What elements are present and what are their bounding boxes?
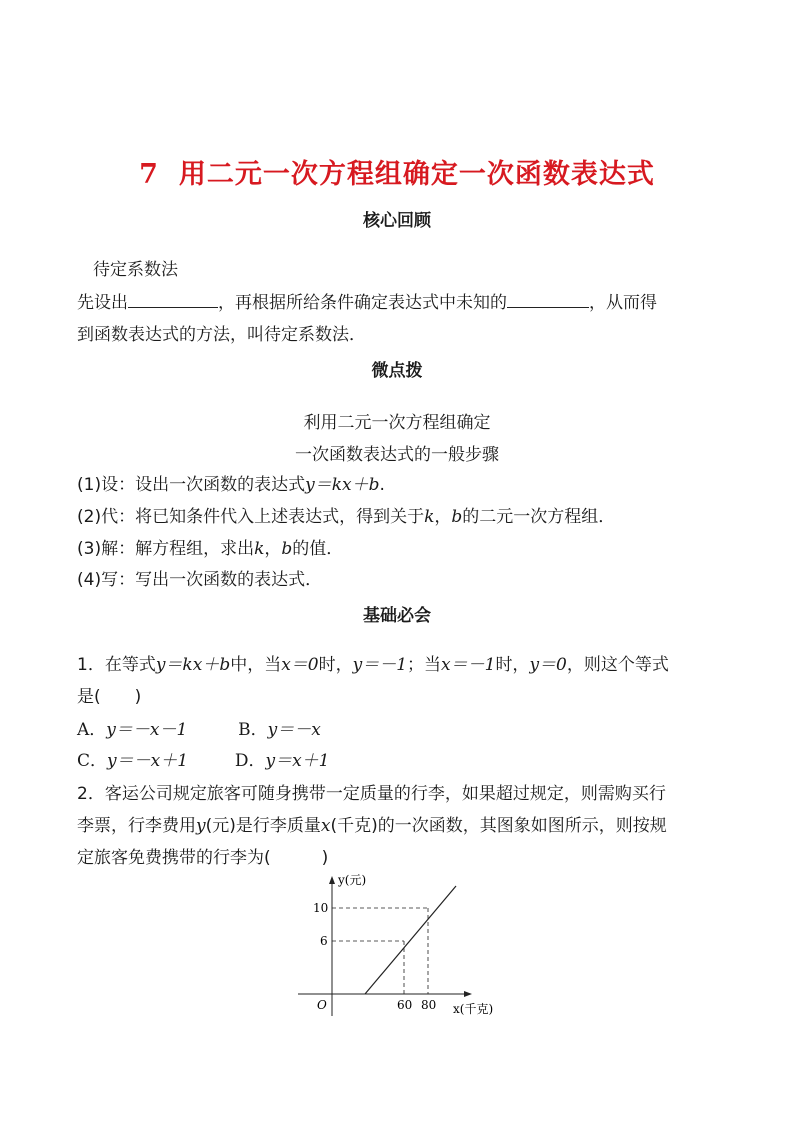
y-tick-10: 10 (313, 901, 329, 915)
x-axis-label: x(千克) (453, 1002, 494, 1016)
y-axis-label: y(元) (338, 873, 367, 887)
title-number: 7 (139, 159, 159, 190)
function-line (365, 886, 456, 994)
option-d[interactable]: D．y＝x＋1 (234, 751, 330, 771)
function-graph (290, 868, 510, 1023)
step-2: (2)代：将已知条件代入上述表达式，得到关于k，b的二元一次方程组． (77, 507, 616, 527)
step-1-formula: y＝kx＋b (305, 475, 380, 495)
option-c[interactable]: C．y＝－x＋1 (77, 751, 189, 771)
y-axis-arrow-icon (329, 876, 335, 884)
section-heading-tips: 微点拨 (371, 361, 423, 381)
y-tick-6: 6 (320, 934, 328, 948)
step-4: (4)写：写出一次函数的表达式． (77, 570, 323, 590)
section-heading-basic: 基础必会 (363, 606, 431, 626)
step-3: (3)解：解方程组，求出k，b的值． (77, 539, 344, 559)
review-term: 待定系数法 (93, 260, 178, 280)
step-1: (1)设：设出一次函数的表达式y＝kx＋b. (77, 475, 385, 495)
question-1-stem: 1．在等式y＝kx＋b中，当x＝0时，y＝－1；当x＝－1时，y＝0，则这个等式 (77, 655, 669, 675)
question-2-line-1: 2．客运公司规定旅客可随身携带一定质量的行李，如果超过规定，则需购买行 (77, 784, 666, 804)
fill-blank-2[interactable] (507, 291, 589, 308)
review-line-2: 到函数表达式的方法，叫待定系数法． (77, 325, 366, 345)
section-heading-review: 核心回顾 (363, 211, 431, 231)
x-axis-arrow-icon (464, 991, 472, 997)
option-a[interactable]: A．y＝－x－1 (77, 720, 188, 740)
x-tick-80: 80 (421, 998, 437, 1012)
steps-title-2: 一次函数表达式的一般步骤 (295, 445, 499, 465)
option-b[interactable]: B．y＝－x (238, 720, 321, 740)
question-1-answer-slot: 是( ) (77, 687, 142, 707)
page-title (0, 152, 794, 191)
question-2-line-3: 定旅客免费携带的行李为( ) (77, 848, 329, 868)
x-tick-60: 60 (397, 998, 413, 1012)
question-2-line-2: 李票，行李费用y(元)是行李质量x(千克)的一次函数，其图象如图所示，则按规 (77, 816, 667, 836)
review-line-1: 先设出 ，再根据所给条件确定表达式中未知的 ，从而得 (77, 293, 657, 313)
question-1-options-ab (77, 718, 727, 742)
question-1-options-cd (77, 749, 727, 773)
title-text: 用二元一次方程组确定一次函数表达式 (178, 159, 655, 190)
origin-label: O (317, 998, 327, 1012)
fill-blank-1[interactable] (128, 291, 218, 308)
steps-title-1: 利用二元一次方程组确定 (303, 413, 491, 433)
